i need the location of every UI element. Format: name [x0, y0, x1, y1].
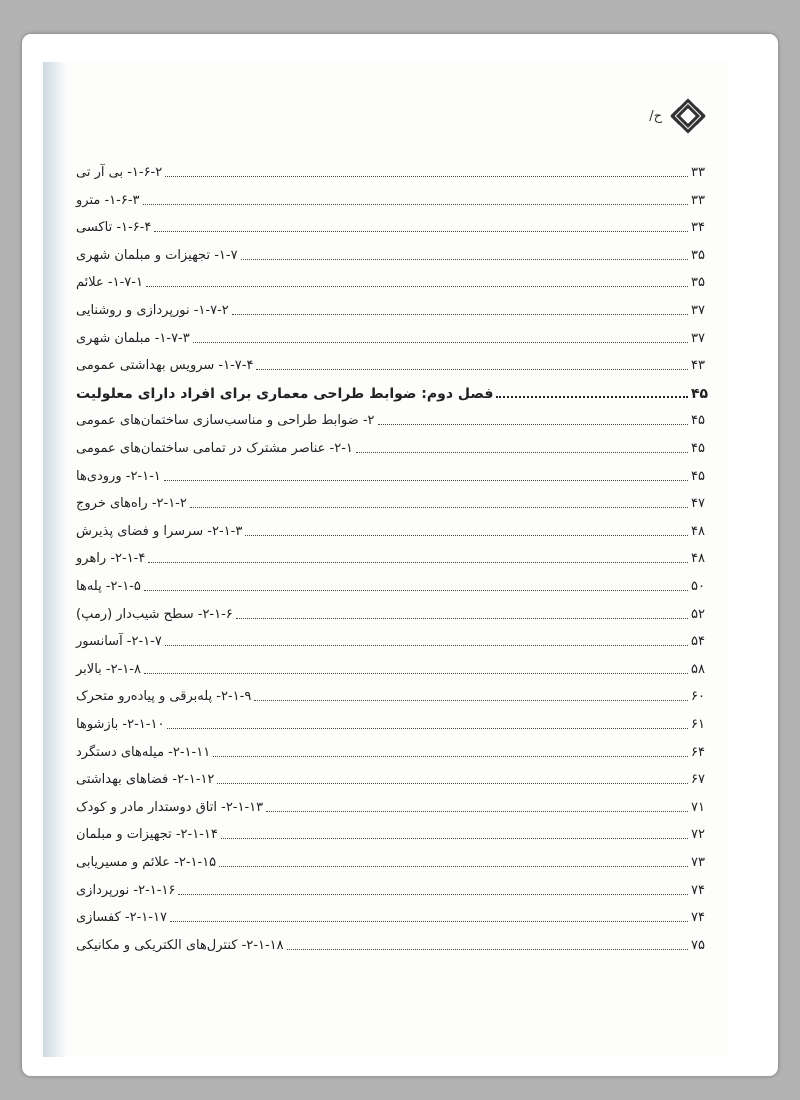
toc-entry-title: ۲-۱-۷- آسانسور	[76, 634, 162, 650]
toc-row	[76, 791, 713, 817]
toc-page-number: ۴۵	[691, 441, 705, 456]
toc-entry-title: ۲-۱-۱۶- نورپردازی	[76, 882, 176, 898]
toc-entry-title: ۲-۱-۱۲- فضاهای بهداشتی	[76, 772, 215, 788]
toc-entry-title: ۲-۱-۱۵- علائم و مسیریابی	[76, 855, 217, 870]
dot-leader	[256, 368, 688, 370]
dot-leader	[167, 727, 688, 729]
toc-entry-title: ۱-۶-۴- تاکسی	[76, 220, 152, 236]
toc-page-number: ۴۵	[691, 468, 705, 484]
toc-page-number: ۶۱	[691, 717, 705, 732]
toc-page-number: ۳۴	[691, 220, 705, 236]
toc-row	[76, 929, 713, 955]
toc-page-number: ۵۸	[691, 661, 705, 677]
dot-leader	[378, 423, 688, 425]
toc-page-number: ۳۵	[691, 275, 705, 291]
toc-entry-title: ۲-۱-۱۰- بازشوها	[76, 717, 165, 732]
toc-entry-title: ۱-۷-۲- نورپردازی و روشنایی	[76, 303, 229, 318]
dot-leader	[287, 948, 688, 950]
toc-row	[76, 266, 713, 292]
toc-row	[76, 211, 713, 237]
toc-row	[76, 156, 713, 182]
toc-row	[76, 542, 713, 568]
dot-leader	[190, 506, 688, 508]
toc-page-number: ۳۳	[691, 192, 705, 208]
toc-page-number: ۴۷	[691, 496, 705, 512]
toc-row	[76, 239, 713, 265]
toc-row	[76, 598, 713, 624]
toc-page-number: ۵۰	[691, 579, 705, 594]
toc-page-number: ۶۷	[691, 772, 705, 788]
dot-leader	[219, 865, 688, 867]
toc-entry-title: ۲-۱-۳- سرسرا و فضای پذیرش	[76, 523, 243, 539]
toc-page-number: ۷۲	[691, 827, 705, 843]
toc-row	[76, 818, 713, 844]
toc-chapter-row	[76, 377, 713, 403]
toc-entry-title: ۲-۱-۱۸- کنترل‌های الکتریکی و مکانیکی	[76, 937, 284, 953]
book-page	[43, 62, 728, 1057]
toc-entry-title: ۱-۷-۱- علائم	[76, 275, 143, 291]
toc-entry-title: ۲-۱-۱۳- اتاق دوستدار مادر و کودک	[76, 799, 264, 815]
toc-entry-title: ۲-۱-۸- بالابر	[76, 661, 141, 677]
toc-entry-title: ۲-۱-۱- ورودی‌ها	[76, 468, 161, 484]
knot-logo-icon	[668, 96, 708, 136]
page-header	[649, 96, 708, 136]
toc-row	[76, 763, 713, 789]
dot-leader	[165, 644, 688, 646]
toc-entry-title: ۲-۱-۶- سطح شیب‌دار (رمپ)	[76, 606, 233, 622]
toc-row	[76, 184, 713, 210]
dot-leader	[254, 699, 688, 701]
toc-row	[76, 901, 713, 927]
toc-row	[76, 294, 713, 320]
toc-entry-title: ۲-۱-۱۱- میله‌های دستگرد	[76, 744, 211, 760]
toc-entry-title: ۱-۷-۴- سرویس بهداشتی عمومی	[76, 358, 254, 374]
toc-entry-title: ۱-۶-۳- مترو	[76, 192, 140, 208]
dot-leader	[217, 782, 688, 784]
toc-page-number: ۳۵	[691, 247, 705, 263]
dot-leader	[236, 617, 688, 619]
binding-shadow	[43, 62, 67, 1057]
toc-page-number: ۷۳	[691, 855, 705, 870]
toc-entry-title: ۱-۷- تجهیزات و مبلمان شهری	[76, 247, 238, 263]
toc-page-number: ۳۳	[691, 165, 705, 180]
toc-entry-title: ۲-۱-۵- پله‌ها	[76, 579, 141, 594]
toc-page-number: ۷۴	[691, 910, 705, 926]
dot-leader	[143, 203, 688, 205]
toc-entry-title: فصل دوم: ضوابط طراحی معماری برای افراد دارای معلولیت	[76, 385, 494, 402]
dot-leader	[165, 175, 688, 177]
toc-page-number: ۷۱	[691, 799, 705, 815]
toc-page-number: ۷۴	[691, 882, 705, 898]
dot-leader	[245, 534, 688, 536]
dot-leader	[170, 920, 688, 922]
dot-leader	[178, 893, 688, 895]
dot-leader	[164, 479, 688, 481]
dot-leader	[154, 230, 688, 232]
toc-row	[76, 515, 713, 541]
dot-leader	[221, 837, 688, 839]
toc-page-number: ۶۰	[691, 689, 705, 705]
dot-leader	[356, 451, 688, 453]
toc-entry-title: ۲- ضوابط طراحی و مناسب‌سازی ساختمان‌های عمومی	[76, 413, 375, 429]
toc-row	[76, 846, 713, 872]
dot-leader	[232, 313, 688, 315]
toc-row	[76, 322, 713, 348]
toc-row	[76, 874, 713, 900]
toc-entry-title: ۱-۷-۳- مبلمان شهری	[76, 330, 190, 346]
toc-page-number: ۶۴	[691, 744, 705, 760]
toc-page-number: ۴۵	[691, 413, 705, 429]
toc-row	[76, 487, 713, 513]
dot-leader	[266, 810, 688, 812]
toc-row	[76, 432, 713, 458]
toc-entry-title: ۲-۱-۹- پله‌برقی و پیاده‌رو متحرک	[76, 689, 252, 705]
toc-row	[76, 349, 713, 375]
dot-leader	[193, 341, 688, 343]
dot-leader	[241, 258, 688, 260]
dot-leader	[144, 589, 688, 591]
dot-leader	[496, 395, 688, 398]
toc-row	[76, 653, 713, 679]
toc-page-number: ۵۲	[691, 606, 705, 622]
toc-page-number: ۳۷	[691, 330, 705, 346]
toc-page-number: ۴۸	[691, 551, 705, 567]
toc-row	[76, 736, 713, 762]
toc-entry-title: ۲-۱-۲- راه‌های خروج	[76, 496, 187, 512]
dot-leader	[146, 285, 688, 287]
toc-page-number: ۵۴	[691, 634, 705, 650]
toc-row	[76, 625, 713, 651]
toc-page-number: ۳۷	[691, 303, 705, 318]
toc-page-number: ۴۸	[691, 523, 705, 539]
toc-page-number: ۷۵	[691, 937, 705, 953]
toc-page-number: ۴۵	[691, 385, 709, 402]
toc-row	[76, 570, 713, 596]
dot-leader	[144, 672, 688, 674]
toc-row	[76, 680, 713, 706]
dot-leader	[213, 755, 688, 757]
toc-row	[76, 708, 713, 734]
dot-leader	[148, 561, 688, 563]
toc-page-number: ۴۳	[691, 358, 705, 374]
toc-entry-title: ۲-۱-۱۴- تجهیزات و مبلمان	[76, 827, 218, 843]
page-number: /ح	[649, 108, 662, 124]
toc-entry-title: ۱-۶-۲- بی آر تی	[76, 165, 163, 180]
toc-entry-title: ۲-۱-۱۷- کفسازی	[76, 910, 167, 926]
toc-row	[76, 404, 713, 430]
toc-row	[76, 460, 713, 486]
toc-entry-title: ۲-۱- عناصر مشترک در تمامی ساختمان‌های عمومی	[76, 441, 353, 456]
toc-entry-title: ۲-۱-۴- راهرو	[76, 551, 146, 567]
